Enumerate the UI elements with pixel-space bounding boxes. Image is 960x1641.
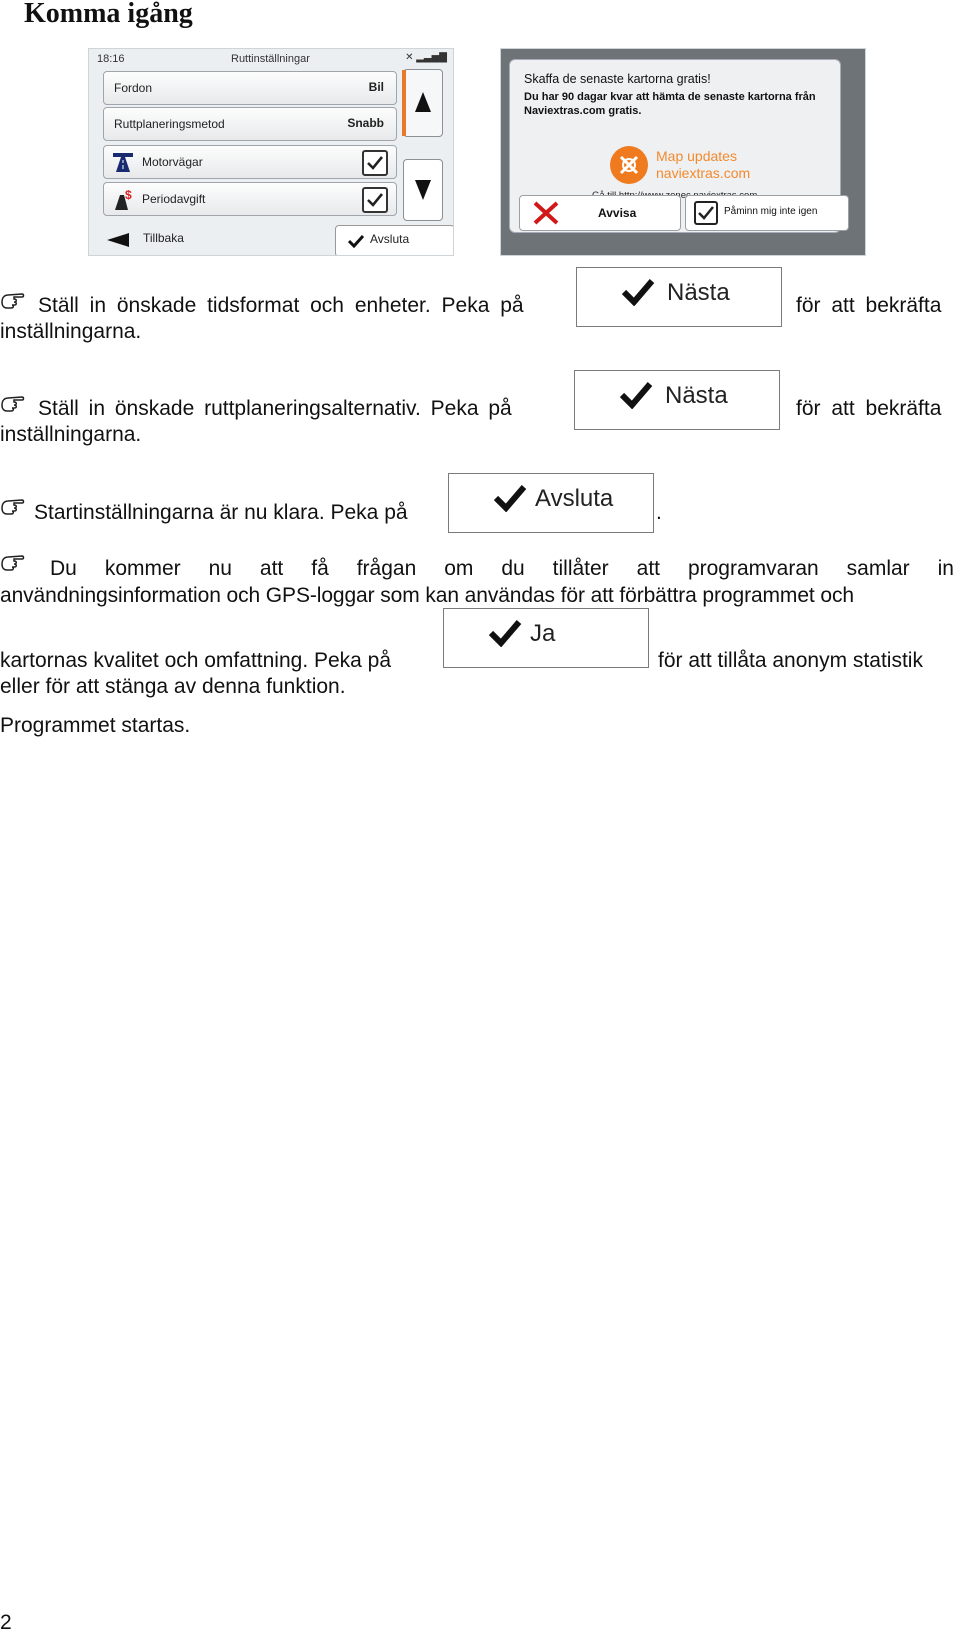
route-settings-screenshot: [88, 48, 454, 256]
brand-line-2: naviextras.com: [656, 165, 751, 181]
screen-header: Ruttinställningar: [231, 53, 310, 65]
scroll-up-button[interactable]: [403, 69, 443, 137]
step-2-text: Ställ in önskade ruttplaneringsalternativ. Peka på: [38, 397, 512, 420]
checkmark-icon: [348, 234, 364, 248]
step-1-text: Ställ in önskade tidsformat och enheter. Peka på: [38, 294, 524, 317]
map-updates-logo-icon: [610, 146, 648, 184]
word: kommer: [104, 557, 181, 580]
checkbox[interactable]: [362, 187, 388, 213]
word: samlar: [846, 557, 910, 580]
word: att: [636, 557, 660, 580]
brand-text: [656, 148, 750, 182]
word: programvaran: [687, 557, 819, 580]
reject-label: Avvisa: [598, 206, 637, 220]
finish-label: Avsluta: [535, 485, 614, 512]
step-1-text-cont: för att bekräfta: [796, 294, 942, 317]
row-value: Bil: [368, 80, 384, 94]
step-2-text-cont: för att bekräfta: [796, 397, 942, 420]
dialog-title: Skaffa de senaste kartorna gratis!: [524, 72, 711, 86]
row-label: Fordon: [114, 81, 153, 95]
step-3-text-end: .: [656, 501, 662, 524]
step-4-text-line-4: eller för att stänga av denna funktion.: [0, 675, 346, 698]
arrow-up-icon: [414, 90, 432, 114]
word: du: [501, 557, 525, 580]
finish-button[interactable]: [335, 225, 454, 256]
scroll-indicator: [402, 70, 406, 136]
next-button-2[interactable]: [574, 370, 780, 430]
finish-button[interactable]: [448, 473, 654, 533]
step-4-text-line-1: [50, 556, 954, 582]
row-value: Snabb: [347, 116, 384, 130]
next-label: Nästa: [667, 279, 730, 306]
word: nu: [208, 557, 232, 580]
step-4-text-line-3: kartornas kvalitet och omfattning. Peka på: [0, 649, 392, 672]
word: om: [444, 557, 474, 580]
yes-button[interactable]: [443, 608, 649, 668]
checkmark-icon: [488, 619, 522, 647]
checkbox[interactable]: [362, 150, 388, 176]
word: tillåter: [552, 557, 609, 580]
settings-row-motorways[interactable]: [103, 145, 397, 179]
settings-row-toll[interactable]: [103, 182, 397, 216]
next-button-1[interactable]: [576, 267, 782, 327]
scroll-down-button[interactable]: [403, 159, 443, 221]
remind-option[interactable]: [685, 195, 849, 231]
motorway-icon: [112, 151, 134, 173]
step-4-text-line-2: användningsinformation och GPS-loggar som kan användas för att förbättra programmet och: [0, 584, 854, 607]
back-button[interactable]: [97, 229, 247, 253]
row-label: Ruttplaneringsmetod: [114, 117, 225, 131]
finish-label: Avsluta: [370, 232, 410, 246]
remind-checkbox[interactable]: [694, 201, 718, 225]
row-label: Motorvägar: [142, 155, 203, 169]
reject-button[interactable]: [519, 195, 681, 231]
step-3-text: Startinställningarna är nu klara. Peka på: [34, 501, 408, 524]
pointing-hand-icon: [0, 494, 26, 518]
word: in: [937, 557, 954, 580]
step-1-text-end: inställningarna.: [0, 320, 142, 343]
back-label: Tillbaka: [143, 231, 184, 245]
pointing-hand-icon: [0, 550, 26, 574]
arrow-left-icon: [107, 233, 129, 247]
checkmark-icon: [621, 278, 655, 306]
yes-label: Ja: [530, 620, 556, 647]
row-label: Periodavgift: [142, 192, 206, 206]
remind-label: Påminn mig inte igen: [724, 206, 818, 217]
step-4-text-line-3-cont: för att tillåta anonym statistik: [658, 649, 923, 672]
svg-text:$: $: [125, 188, 132, 202]
word: att: [259, 557, 284, 580]
cross-icon: [532, 200, 560, 226]
word: frågan: [356, 557, 417, 580]
signal-icon: ✕ ▂▃▅▇: [405, 52, 447, 63]
settings-row-route-method[interactable]: [103, 107, 397, 141]
step-2-text-end: inställningarna.: [0, 423, 142, 446]
map-update-dialog-screenshot: [500, 48, 866, 256]
next-label: Nästa: [665, 382, 728, 409]
pointing-hand-icon: [0, 288, 26, 312]
toll-road-icon: [112, 187, 136, 211]
word: få: [311, 557, 329, 580]
page-title: Komma igång: [24, 0, 193, 29]
checkmark-icon: [493, 484, 527, 512]
checkmark-icon: [619, 381, 653, 409]
brand-line-1: Map updates: [656, 148, 737, 164]
program-starts-text: Programmet startas.: [0, 714, 191, 737]
pointing-hand-icon: [0, 391, 26, 415]
dialog-text: Du har 90 dagar kvar att hämta de senaste kartorna från Naviextras.com gratis.: [524, 91, 816, 117]
status-bar: [89, 49, 453, 67]
settings-row-vehicle[interactable]: [103, 71, 397, 105]
clock-time: 18:16: [97, 53, 125, 65]
arrow-down-icon: [414, 178, 432, 202]
page-number: 2: [0, 1611, 12, 1634]
word: Du: [50, 557, 77, 580]
